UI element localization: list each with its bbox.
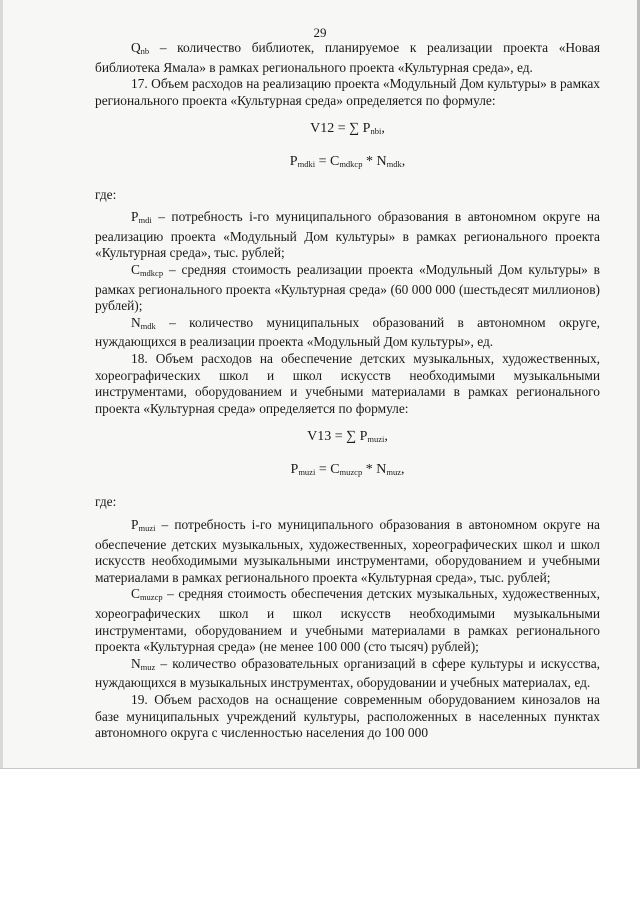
definition-cmuzcp xyxy=(95,586,600,655)
formula-tail: , xyxy=(381,121,385,137)
formula-lhs: V12 = ∑ P xyxy=(310,121,371,137)
symbol-p: P xyxy=(131,209,139,225)
formula-tail: , xyxy=(400,461,405,477)
formula-subscript: nbi xyxy=(370,126,382,137)
formula-subscript-3: muz xyxy=(386,466,401,477)
where-label: где: xyxy=(95,494,117,510)
definition-text: – количество муниципальных образований в автономном округе, нуждающихся в реализации проекта «Модульный Дом культуры», ед. xyxy=(95,314,600,350)
document-body xyxy=(95,40,600,742)
definition-text: – средняя стоимость обеспечения детских музыкальных, художественных, хореографических школ и школ искусств необходимыми музыкальными инструментами, оборудованием и учебными материалами в рамках регионального проекта «Культурная среда» (не менее 100 000 (сто тысяч) рублей); xyxy=(95,586,600,655)
formula-tail: , xyxy=(384,429,388,445)
formula-multiply: * N xyxy=(362,461,387,477)
formula-symbol: P xyxy=(290,461,299,477)
formula-subscript-3: mdk xyxy=(386,158,402,169)
subscript-mdk: mdk xyxy=(140,320,156,331)
definition-text: – количество библиотек, планируемое к реализации проекта «Новая библиотека Ямала» в рамках регионального проекта «Культурная среда», ед. xyxy=(95,40,600,75)
paragraph-19: 19. Объем расходов на оснащение современным оборудованием кинозалов на базе муниципальных учреждений культуры, расположенных в населенных пунктах автономного округа с численностью населения до 100 000 xyxy=(95,692,600,741)
subscript-mdi: mdi xyxy=(138,215,152,226)
formula-pmuzi xyxy=(95,462,600,481)
definition-text: – средняя стоимость реализации проекта «Модульный Дом культуры» в рамках регионального проекта «Культурная среда» (60 000 000 (шестьдесят миллионов) рублей); xyxy=(95,261,600,314)
formula-subscript-1: mdki xyxy=(297,158,316,169)
formula-v13 xyxy=(95,429,600,448)
paragraph-qnb xyxy=(95,40,600,76)
subscript-muzcp: muzcp xyxy=(139,592,163,603)
formula-pmdki xyxy=(95,154,600,173)
paragraph-17: 17. Объем расходов на реализацию проекта «Модульный Дом культуры» в рамках регионального проекта «Культурная среда» определяется по формуле: xyxy=(95,76,600,108)
formula-subscript-1: muzi xyxy=(298,466,316,477)
subscript-nb: nb xyxy=(140,46,150,56)
definition-pmdi xyxy=(95,209,600,262)
definition-text: – потребность i-го муниципального образования в автономном округе на реализацию проекта «Модульный Дом культуры» в рамках регионального проекта «Культурная среда», тыс. рублей; xyxy=(95,209,600,261)
paragraph-18: 18. Объем расходов на обеспечение детских музыкальных, художественных, хореографических школ и школ искусств необходимыми музыкальными инструментами, оборудованием и учебными материалами в рамках регионального проекта «Культурная среда» определяется по формуле: xyxy=(95,350,600,416)
symbol-c: C xyxy=(131,261,140,277)
definition-nmdk xyxy=(95,315,600,351)
formula-v12 xyxy=(95,121,600,140)
subscript-muz: muz xyxy=(140,661,156,672)
page-number: 29 xyxy=(313,25,327,40)
definition-text: – потребность i-го муниципального образования в автономном округе на обеспечение детских музыкальных, художественных, хореографических школ и школ искусств необходимыми музыкальными инструментами, оборудованием и учебными материалами в рамках регионального проекта «Культурная среда», тыс. рублей; xyxy=(95,517,600,585)
formula-tail: , xyxy=(401,153,406,169)
symbol-n: N xyxy=(131,655,141,671)
subscript-muzi: muzi xyxy=(138,523,156,534)
formula-middle: = C xyxy=(315,153,340,169)
formula-symbol: P xyxy=(289,153,298,169)
formula-subscript-2: mdkcp xyxy=(339,158,363,169)
symbol-n: N xyxy=(131,314,141,330)
subscript-mdkcp: mdkcp xyxy=(139,267,164,278)
symbol-c: C xyxy=(131,586,140,602)
formula-middle: = C xyxy=(315,461,340,477)
page-edge-left xyxy=(0,0,3,768)
definition-nmuz xyxy=(95,656,600,692)
symbol-p: P xyxy=(131,517,139,533)
formula-multiply: * N xyxy=(362,153,387,169)
symbol-q: Q xyxy=(131,40,141,55)
where-label: где: xyxy=(95,186,117,202)
formula-lhs: V13 = ∑ P xyxy=(307,429,368,445)
formula-subscript-2: muzcp xyxy=(339,466,363,477)
definition-cmdkcp xyxy=(95,262,600,315)
definition-text: – количество образовательных организаций в сфере культуры и искусства, нуждающихся в музыкальных инструментах, оборудовании и учебных материалах, ед. xyxy=(95,655,600,691)
definition-pmuzi xyxy=(95,517,600,586)
formula-subscript: muzi xyxy=(367,434,385,445)
